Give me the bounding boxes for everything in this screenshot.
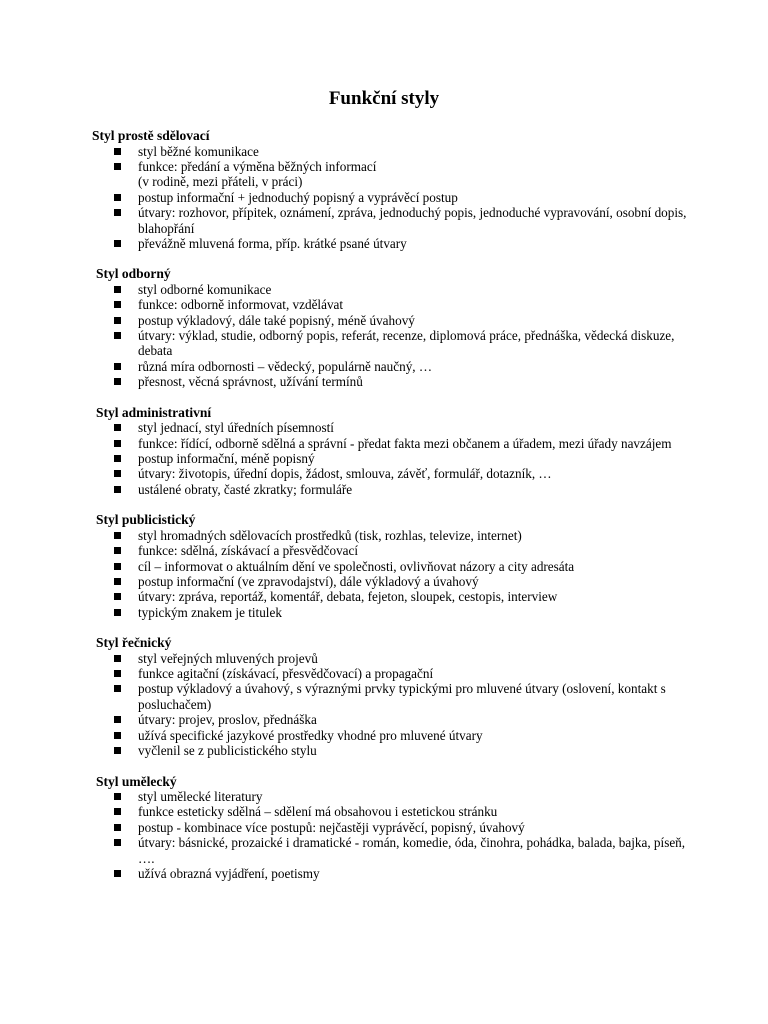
square-bullet-icon [114,317,121,324]
list-item-text: styl odborné komunikace [138,281,272,297]
list-item [0,835,768,866]
section [0,405,768,498]
list-item-text: styl běžné komunikace [138,143,259,159]
bullet-list [0,144,768,252]
square-bullet-icon [114,486,121,493]
list-item-text: funkce: sdělná, získávací a přesvědčovací [138,543,359,559]
section [0,774,768,882]
list-item-text: převážně mluvená forma, příp. krátké psané útvary [138,235,407,251]
square-bullet-icon [114,547,121,554]
list-item [0,574,768,589]
list-item-text: ustálené obraty, časté zkratky; formuláře [138,481,353,497]
list-item-text: přesnost, věcná správnost, užívání termínů [138,374,363,390]
list-item [0,681,768,712]
section [0,128,768,251]
square-bullet-icon [114,839,121,846]
square-bullet-icon [114,163,121,170]
square-bullet-icon [114,563,121,570]
list-item [0,190,768,205]
square-bullet-icon [114,286,121,293]
list-item [0,589,768,604]
list-item [0,451,768,466]
list-item-text: postup výkladový a úvahový, s výraznými prvky typickými pro mluvené útvary (oslovení, kontakt s posluchačem) [138,681,666,712]
list-item-text: útvary: básnické, prozaické i dramatické - román, komedie, óda, činohra, pohádka, balada, bajka, píseň, …. [138,835,686,866]
list-item-text: funkce esteticky sdělná – sdělení má obsahovou i estetickou stránku [138,804,498,820]
square-bullet-icon [114,424,121,431]
list-item-text: funkce: odborně informovat, vzdělávat [138,297,344,313]
bullet-list [0,528,768,620]
square-bullet-icon [114,532,121,539]
list-item-text: postup informační + jednoduchý popisný a vyprávěcí postup [138,189,458,205]
page-title: Funkční styly [328,88,440,109]
square-bullet-icon [114,732,121,739]
section-heading: Styl prostě sdělovací [92,128,210,143]
list-item-text: postup informační, méně popisný [138,451,315,466]
list-item [0,559,768,574]
list-item-text: útvary: životopis, úřední dopis, žádost, smlouva, závěť, formulář, dotazník, … [138,466,552,482]
section-heading: Styl řečnický [96,635,172,651]
square-bullet-icon [114,148,121,155]
list-item [0,666,768,681]
list-item-text: cíl – informovat o aktuálním dění ve společnosti, ovlivňovat názory a city adresáta [138,558,575,574]
list-item [0,866,768,881]
bullet-list [0,420,768,497]
square-bullet-icon [114,685,121,692]
list-item [0,543,768,558]
section-heading: Styl publicistický [96,512,196,528]
list-item-text: styl hromadných sdělovacích prostředků (tisk, rozhlas, televize, internet) [138,527,522,543]
bullet-list [0,651,768,759]
list-item [0,605,768,620]
list-item [0,482,768,497]
square-bullet-icon [114,363,121,370]
list-item-text: postup výkladový, dále také popisný, méně úvahový [138,312,415,328]
square-bullet-icon [114,301,121,308]
square-bullet-icon [114,747,121,754]
list-item-text: útvary: rozhovor, přípitek, oznámení, zpráva, jednoduchý popis, jednoduché vypravování, osobní dopis, blahopřání [138,205,687,236]
list-item [0,820,768,835]
list-item [0,359,768,374]
square-bullet-icon [114,808,121,815]
bullet-list [0,789,768,881]
square-bullet-icon [114,609,121,616]
list-item [0,328,768,359]
list-item [0,236,768,251]
list-item [0,804,768,819]
square-bullet-icon [114,716,121,723]
list-item-text: funkce agitační (získávací, přesvědčovací) a propagační [138,666,434,682]
list-item [0,528,768,543]
square-bullet-icon [114,240,121,247]
list-item-text: postup informační (ve zpravodajství), dále výkladový a úvahový [138,573,479,589]
list-item [0,313,768,328]
list-item [0,743,768,758]
list-item-text: styl umělecké literatury [138,789,263,804]
square-bullet-icon [114,593,121,600]
square-bullet-icon [114,578,121,585]
list-item [0,144,768,159]
section [0,512,768,620]
sections-container [0,128,768,896]
list-item [0,159,768,190]
square-bullet-icon [114,470,121,477]
list-item [0,420,768,435]
list-item-text: různá míra odbornosti – vědecký, populárně naučný, … [138,358,433,374]
list-item-text: postup - kombinace více postupů: nejčastěji vyprávěcí, popisný, úvahový [138,819,525,835]
list-item-text: útvary: zpráva, reportáž, komentář, debata, fejeton, sloupek, cestopis, interview [138,589,558,605]
square-bullet-icon [114,655,121,662]
section-heading: Styl odborný [96,266,171,282]
list-item [0,205,768,236]
section [0,266,768,389]
bullet-list [0,282,768,390]
list-item [0,282,768,297]
square-bullet-icon [114,793,121,800]
list-item [0,297,768,312]
list-item-text: styl veřejných mluvených projevů [138,650,318,666]
list-item [0,436,768,451]
list-item-text: funkce: předání a výměna běžných informací [138,158,377,174]
section-heading: Styl umělecký [96,773,177,789]
list-item-text: typickým znakem je titulek [138,604,282,620]
list-item-continuation: (v rodině, mezi přáteli, v práci) [138,174,303,190]
list-item [0,651,768,666]
square-bullet-icon [114,824,121,831]
list-item-text: užívá specifické jazykové prostředky vhodné pro mluvené útvary [138,727,483,743]
list-item-text: užívá obrazná vyjádření, poetismy [138,866,320,882]
square-bullet-icon [114,455,121,462]
list-item-text: útvary: projev, proslov, přednáška [138,712,317,728]
list-item [0,374,768,389]
list-item [0,728,768,743]
square-bullet-icon [114,870,121,877]
section-heading: Styl administrativní [96,404,212,420]
square-bullet-icon [114,209,121,216]
section [0,635,768,758]
list-item [0,789,768,804]
square-bullet-icon [114,440,121,447]
square-bullet-icon [114,378,121,385]
list-item-text: vyčlenil se z publicistického stylu [138,743,317,759]
square-bullet-icon [114,670,121,677]
list-item-text: útvary: výklad, studie, odborný popis, referát, recenze, diplomová práce, přednáška, vědecká diskuze, debata [138,328,675,359]
list-item [0,466,768,481]
list-item-text: styl jednací, styl úředních písemností [138,420,334,436]
square-bullet-icon [114,194,121,201]
list-item [0,712,768,727]
list-item-text: funkce: řídící, odborně sdělná a správní - předat fakta mezi občanem a úřadem, mezi úřady navzájem [138,435,672,451]
square-bullet-icon [114,332,121,339]
